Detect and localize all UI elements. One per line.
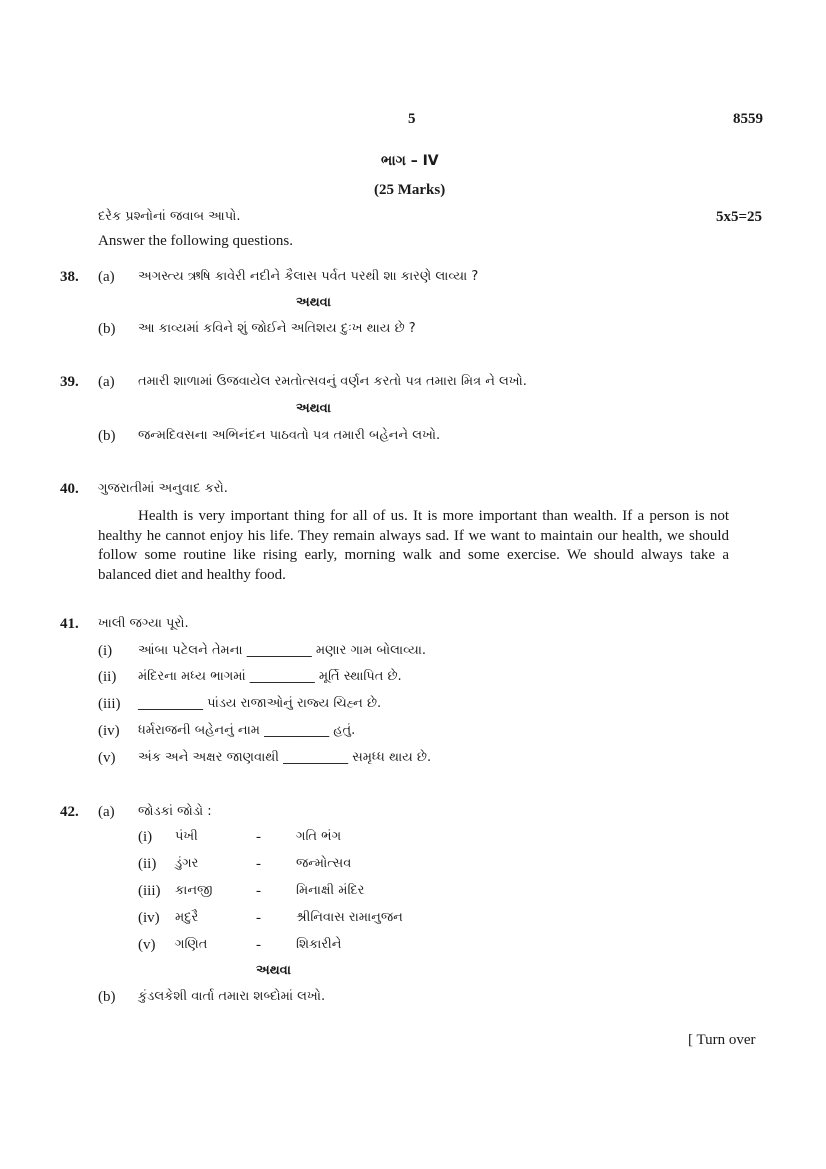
question-39b-text: જન્મદિવસના અભિનંદન પાઠવતો પત્ર તમારી બહેનને લખો. (138, 428, 441, 443)
fill-blank-text: અંક અને અક્ષર જાણવાથી __________ સમૃધ્ધ થાય છે. (138, 750, 432, 765)
instruction-english: Answer the following questions. (98, 233, 293, 249)
marks-formula: 5x5=25 (716, 209, 763, 225)
question-42-or: અથવા (256, 963, 291, 978)
question-40-instruction: ગુજરાતીમાં અનુવાદ કરો. (98, 481, 228, 496)
question-42-number: 42. (60, 804, 79, 820)
question-42b-text: કુંડલકેશી વાર્તા તમારા શબ્દોમાં લખો. (138, 989, 326, 1004)
match-pair-right: મિનાક્ષી મંદિર (296, 883, 365, 898)
paper-code: 8559 (733, 111, 763, 127)
match-pair-left: મદુરૈ (175, 910, 199, 925)
match-pair-label: (ii) (138, 856, 157, 872)
question-38-number: 38. (60, 269, 79, 285)
instruction-gujarati: દરેક પ્રશ્નોનાં જવાબ આપો. (98, 209, 241, 224)
question-41-instruction: ખાલી જગ્યા પૂરો. (98, 616, 189, 631)
match-pair-left: ગણિત (175, 937, 208, 952)
match-pair-left: ડુંગર (175, 856, 199, 871)
question-39-or: અથવા (296, 401, 331, 416)
match-pair-label: (iv) (138, 910, 160, 926)
turn-over: [ Turn over (688, 1032, 756, 1048)
match-pair-label: (v) (138, 937, 156, 953)
section-marks: (25 Marks) (374, 182, 446, 198)
question-39-number: 39. (60, 374, 79, 390)
match-pair-right: ગતિ ભંગ (296, 829, 342, 844)
match-pair-right: શિકારીને (296, 937, 342, 952)
question-42b-label: (b) (98, 989, 116, 1005)
match-pair-right: શ્રીનિવાસ રામાનુજન (296, 910, 403, 925)
match-pair-dash: - (256, 829, 261, 845)
fill-blank-label: (iii) (98, 696, 121, 712)
page-number: 5 (408, 111, 416, 127)
match-pair-dash: - (256, 883, 261, 899)
question-38a-text: અગસ્ત્ય ઋષિ કાવેરી નદીને કૈલાસ પર્વત પરથી શા કારણે લાવ્યા ? (138, 269, 479, 284)
match-pair-dash: - (256, 856, 261, 872)
match-pair-left: કાનજી (175, 883, 213, 898)
question-42a-label: (a) (98, 804, 115, 820)
fill-blank-label: (ii) (98, 669, 117, 685)
match-pair-right: જન્મોત્સવ (296, 856, 352, 871)
fill-blank-label: (i) (98, 643, 113, 659)
section-title: ભાગ – IV (381, 153, 439, 169)
fill-blank-text: આંબા પટેલને તેમના __________ મણાર ગામ બોલાવ્યા. (138, 643, 427, 658)
fill-blank-text: ધર્મરાજની બહેનનું નામ __________ હતું. (138, 723, 356, 738)
fill-blank-text: __________ પાંડય રાજાઓનું રાજ્ય ચિહ્ન છે. (138, 696, 382, 711)
question-38b-label: (b) (98, 321, 116, 337)
match-pair-left: પંખી (175, 829, 198, 844)
question-39a-label: (a) (98, 374, 115, 390)
question-39a-text: તમારી શાળામાં ઉજવાયેલ રમતોત્સવનું વર્ણન કરતો પત્ર તમારા મિત્ર ને લખો. (138, 374, 527, 389)
match-pair-label: (i) (138, 829, 153, 845)
question-42a-instruction: જોડકાં જોડો : (138, 804, 212, 819)
question-39b-label: (b) (98, 428, 116, 444)
question-40-number: 40. (60, 481, 79, 497)
fill-blank-label: (v) (98, 750, 116, 766)
question-38-or: અથવા (296, 295, 331, 310)
question-41-number: 41. (60, 616, 79, 632)
match-pair-label: (iii) (138, 883, 161, 899)
question-38b-text: આ કાવ્યમાં કવિને શું જોઈને અતિશય દુઃખ થાય છે ? (138, 321, 416, 336)
match-pair-dash: - (256, 937, 261, 953)
match-pair-dash: - (256, 910, 261, 926)
translation-passage: Health is very important thing for all of us. It is more important than wealth. If a person is not healthy he cannot enjoy his life. They remain always sad. If we want to maintain our health, we should follow some routine like rising early, morning walk and some exercise. We should always take a balanced diet and healthy food. (98, 508, 729, 584)
fill-blank-text: મંદિરના મધ્ય ભાગમાં __________ મૂર્તિ સ્થાપિત છે. (138, 669, 402, 684)
fill-blank-label: (iv) (98, 723, 120, 739)
question-38a-label: (a) (98, 269, 115, 285)
